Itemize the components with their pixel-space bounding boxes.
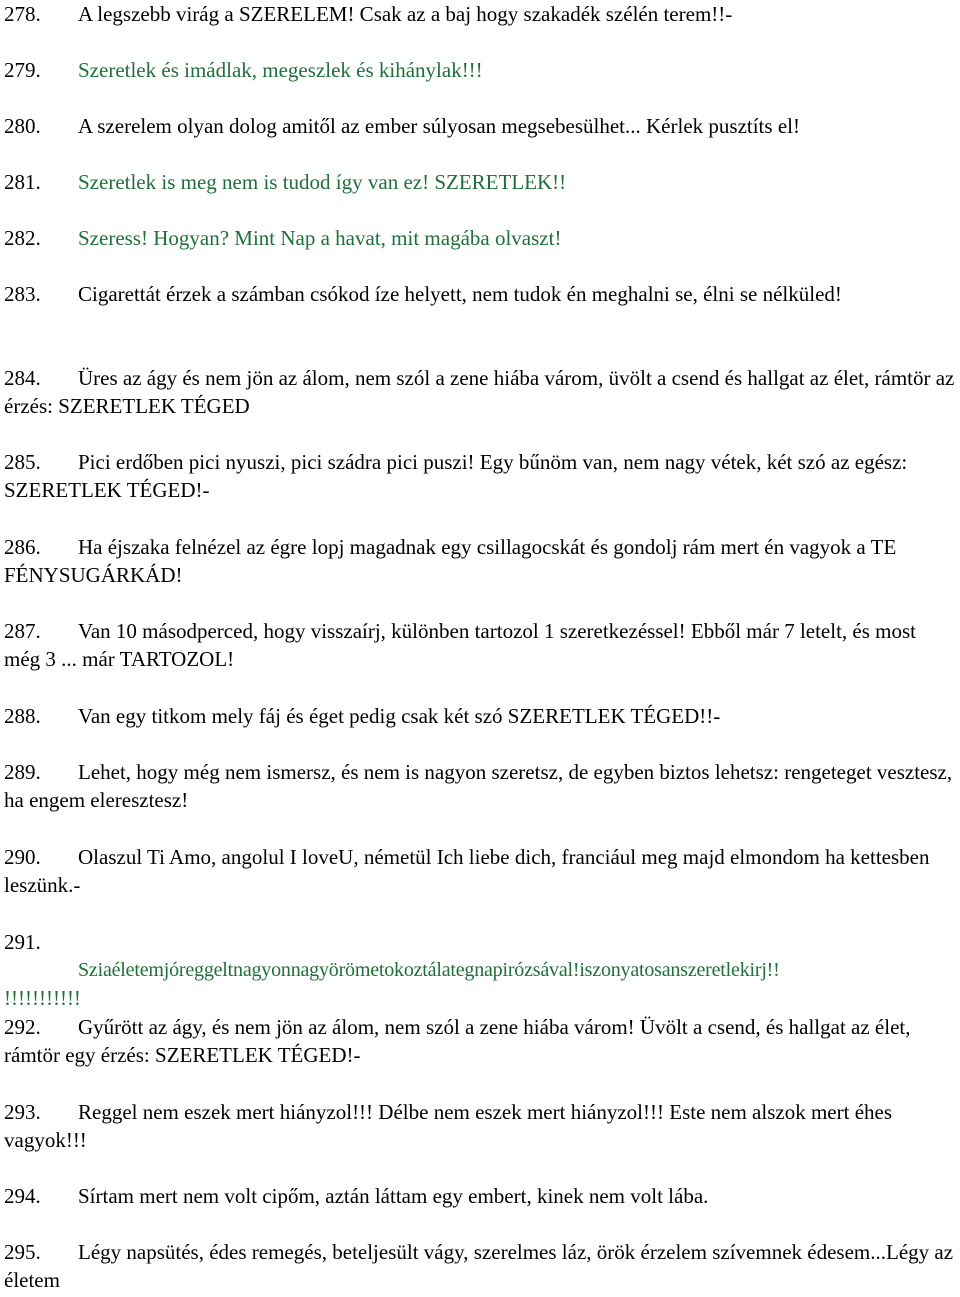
entry-text: Gyűrött az ágy, és nem jön az álom, nem szól a zene hiába várom! Üvölt a csend, és hallgat az élet, rámtör egy érzés: SZERETLEK TÉGED!- bbox=[4, 1015, 911, 1067]
entry-text: Cigarettát érzek a számban csókod íze helyett, nem tudok én meghalni se, élni se nélküled! bbox=[78, 282, 842, 306]
entry-number: 292. bbox=[4, 1015, 41, 1039]
entry-number: 291. bbox=[4, 930, 41, 954]
entry-282 bbox=[4, 224, 956, 252]
entry-text: Sziaéletemjóreggeltnagyonnagyörömetokoztálategnapirózsával!iszonyatosanszeretlekirj!! bbox=[78, 959, 780, 981]
entry-290 bbox=[4, 843, 956, 899]
entry-281 bbox=[4, 168, 956, 196]
entry-text: Sírtam mert nem volt cipőm, aztán láttam egy embert, kinek nem volt lába. bbox=[78, 1184, 709, 1208]
entry-text: Van egy titkom mely fáj és éget pedig csak két szó SZERETLEK TÉGED!!- bbox=[78, 704, 721, 728]
entry-text: Szeretlek és imádlak, megeszlek és kihánylak!!! bbox=[78, 58, 483, 82]
entry-number: 281. bbox=[4, 170, 41, 194]
entry-text-continuation: !!!!!!!!!!! bbox=[4, 986, 81, 1010]
entry-text: Légy napsütés, édes remegés, beteljesült vágy, szerelmes láz, örök érzelem szívemnek édesem...Légy az életem bbox=[4, 1240, 954, 1292]
entry-text: Reggel nem eszek mert hiányzol!!! Délbe nem eszek mert hiányzol!!! Este nem alszok mert éhes vagyok!!! bbox=[4, 1100, 893, 1152]
entry-279 bbox=[4, 56, 956, 84]
entry-text: A szerelem olyan dolog amitől az ember súlyosan megsebesülhet... Kérlek pusztíts el! bbox=[78, 114, 800, 138]
entry-text: Olaszul Ti Amo, angolul I loveU, németül Ich liebe dich, franciául meg majd elmondom ha kettesben leszünk.- bbox=[4, 845, 930, 897]
entry-278 bbox=[4, 0, 956, 28]
entry-number: 293. bbox=[4, 1100, 41, 1124]
entry-text: A legszebb virág a SZERELEM! Csak az a baj hogy szakadék szélén terem!!- bbox=[78, 2, 733, 26]
entry-number: 289. bbox=[4, 760, 41, 784]
entry-text: Szeress! Hogyan? Mint Nap a havat, mit magába olvaszt! bbox=[78, 226, 562, 250]
entry-295 bbox=[4, 1238, 956, 1294]
entry-text: Ha éjszaka felnézel az égre lopj magadnak egy csillagocskát és gondolj rám mert én vagyok a TE FÉNYSUGÁRKÁD! bbox=[4, 535, 897, 587]
entry-287 bbox=[4, 617, 956, 673]
entry-283 bbox=[4, 280, 956, 308]
entry-288 bbox=[4, 702, 956, 730]
entry-number: 290. bbox=[4, 845, 41, 869]
entry-text: Lehet, hogy még nem ismersz, és nem is nagyon szeretsz, de egyben biztos lehetsz: rengeteget vesztesz, ha engem eleresztesz! bbox=[4, 760, 953, 812]
entry-291 bbox=[4, 928, 956, 1012]
entry-number: 285. bbox=[4, 450, 41, 474]
entry-285 bbox=[4, 448, 956, 504]
entry-number: 295. bbox=[4, 1240, 41, 1264]
entry-number: 286. bbox=[4, 535, 41, 559]
entry-284 bbox=[4, 364, 956, 420]
entry-number: 294. bbox=[4, 1184, 41, 1208]
entry-number: 283. bbox=[4, 282, 41, 306]
entry-number: 288. bbox=[4, 704, 41, 728]
entry-289 bbox=[4, 758, 956, 814]
entry-text: Üres az ágy és nem jön az álom, nem szól a zene hiába várom, üvölt a csend és hallgat az élet, rámtör az érzés: SZERETLEK TÉGED bbox=[4, 366, 955, 418]
entry-number: 282. bbox=[4, 226, 41, 250]
entry-number: 278. bbox=[4, 2, 41, 26]
entry-text: Pici erdőben pici nyuszi, pici szádra pici puszi! Egy bűnöm van, nem nagy vétek, két szó az egész: SZERETLEK TÉGED!- bbox=[4, 450, 908, 502]
entry-286 bbox=[4, 533, 956, 589]
entry-text: Szeretlek is meg nem is tudod így van ez! SZERETLEK!! bbox=[78, 170, 567, 194]
entry-294 bbox=[4, 1182, 956, 1210]
entry-number: 287. bbox=[4, 619, 41, 643]
entry-number: 284. bbox=[4, 366, 41, 390]
entry-293 bbox=[4, 1098, 956, 1154]
entry-280 bbox=[4, 112, 956, 140]
entry-text: Van 10 másodperced, hogy visszaírj, különben tartozol 1 szeretkezéssel! Ebből már 7 letelt, és most még 3 ... már TARTOZOL! bbox=[4, 619, 917, 671]
entry-number: 279. bbox=[4, 58, 41, 82]
entry-292 bbox=[4, 1013, 956, 1069]
entry-number: 280. bbox=[4, 114, 41, 138]
